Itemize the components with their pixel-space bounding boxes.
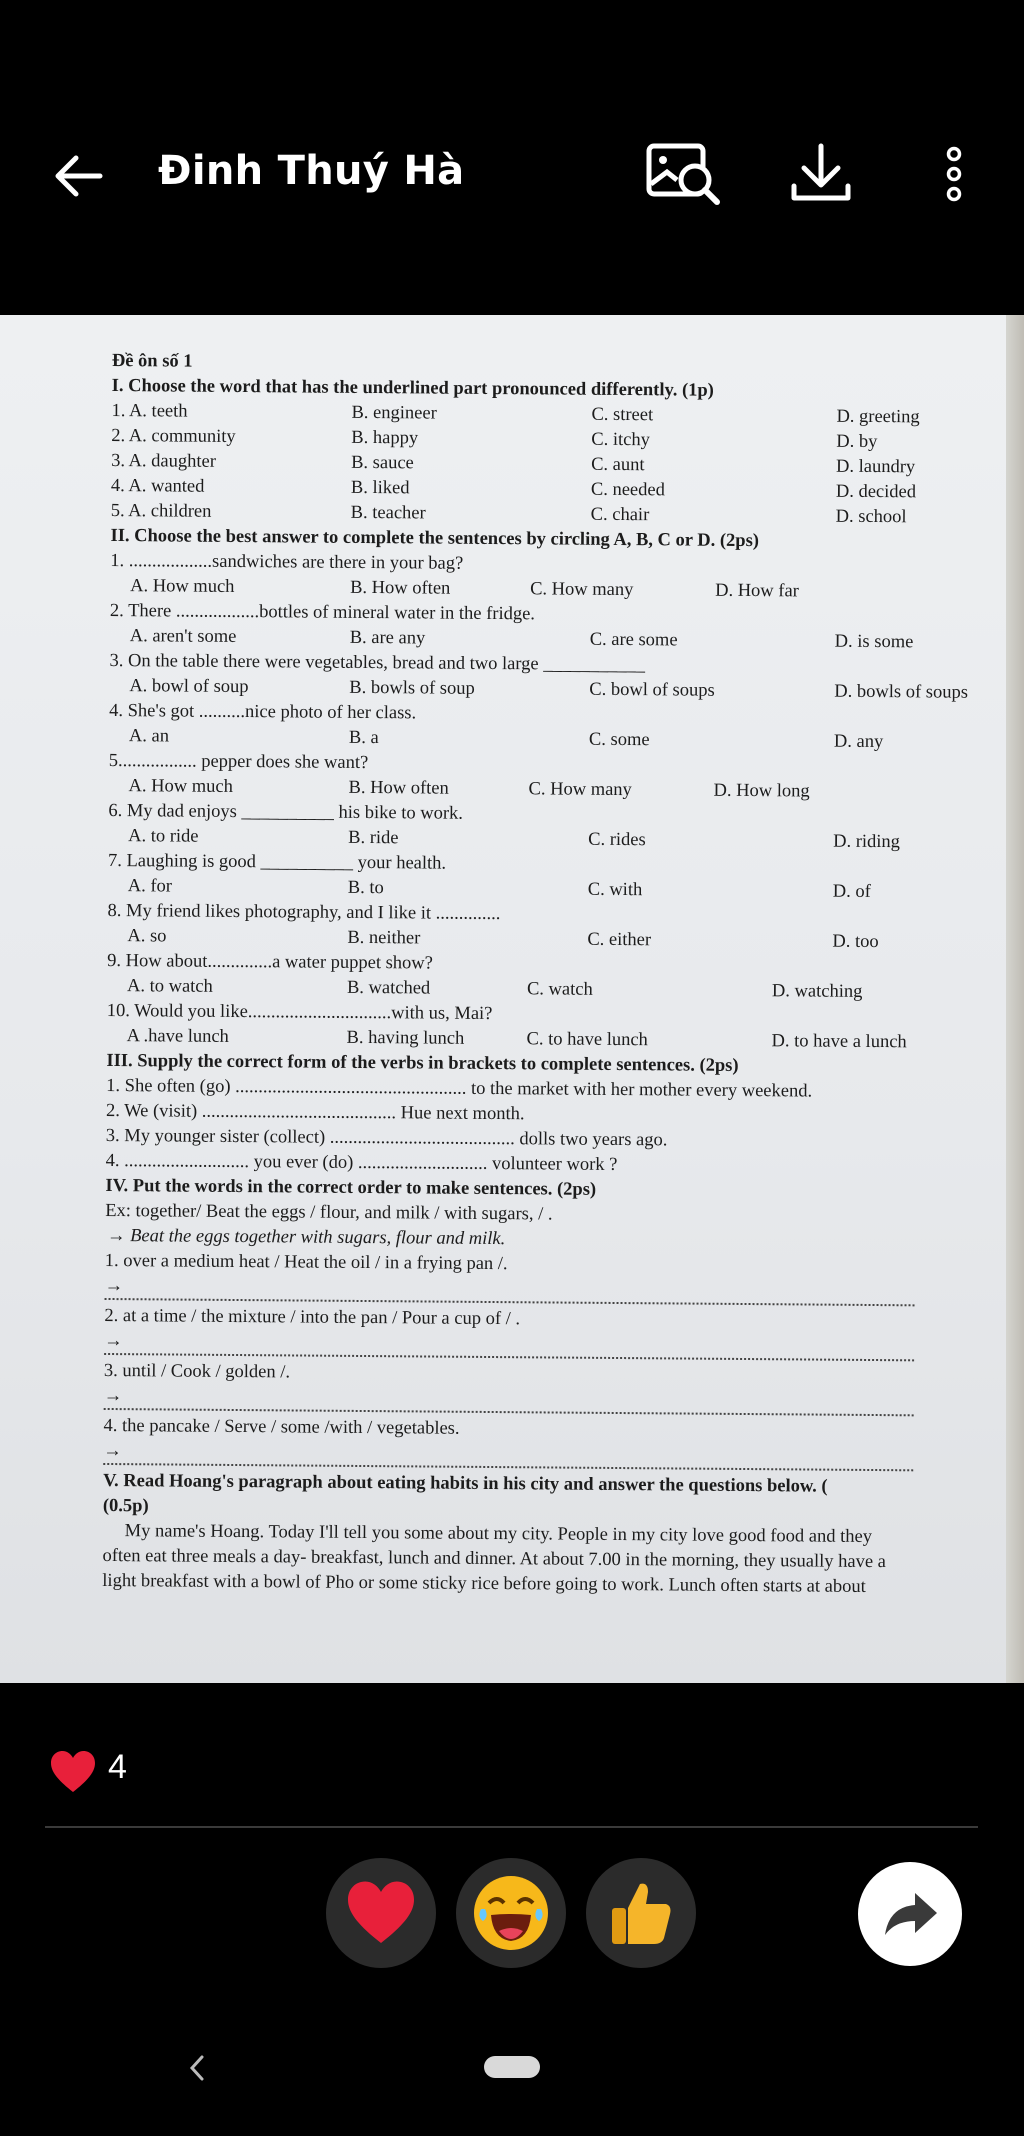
download-icon[interactable]	[788, 140, 854, 206]
s1-opt: D. decided	[835, 481, 917, 503]
s2-opt: D. How far	[715, 580, 799, 602]
s4-title: IV. Put the words in the correct order to make sentences. (2ps)	[105, 1175, 597, 1200]
s2-question: 8. My friend likes photography, and I like it ..............	[107, 900, 501, 925]
s2-opt: D. of	[832, 881, 871, 902]
s2-question: 7. Laughing is good __________ your health.	[107, 850, 447, 874]
s1-opt: C. chair	[590, 504, 650, 526]
heart-icon	[345, 1880, 417, 1946]
s2-opt: C. rides	[588, 829, 646, 851]
s5-title-cont: (0.5p)	[102, 1495, 149, 1517]
s1-opt: D. laundry	[836, 456, 916, 478]
s1-opt: D. greeting	[836, 406, 920, 428]
s2-question: 9. How about..............a water puppet show?	[107, 950, 434, 974]
s2-title: II. Choose the best answer to complete the sentences by circling A, B, C or D. (2ps)	[110, 525, 760, 552]
s1-opt: C. itchy	[591, 429, 650, 451]
s2-question: 3. On the table there were vegetables, bread and two large ___________	[109, 650, 646, 676]
heart-icon	[50, 1750, 96, 1794]
s2-opt: C. How many	[530, 579, 634, 601]
answer-arrow: →	[104, 1330, 123, 1352]
s2-opt: D. watching	[771, 981, 863, 1002]
s2-opt: D. too	[832, 931, 879, 953]
s5-paragraph-line: light breakfast with a bowl of Pho or some sticky rice before going to work. Lunch often starts at about	[102, 1570, 866, 1597]
heart-reaction-button[interactable]	[326, 1858, 436, 1968]
more-vert-icon[interactable]	[942, 144, 966, 204]
s1-opt: B. happy	[351, 427, 419, 449]
image-search-icon[interactable]	[645, 142, 723, 208]
s2-opt: A. bowl of soup	[129, 676, 249, 698]
divider	[45, 1826, 978, 1828]
s2-question: 10. Would you like...............................with us, Mai?	[106, 1000, 493, 1025]
s2-opt: A. so	[127, 926, 167, 947]
sender-name: Đinh Thuý Hà	[158, 148, 465, 194]
s4-item: 1. over a medium heat / Heat the oil / in a frying pan /.	[104, 1250, 508, 1275]
s2-question: 6. My dad enjoys __________ his bike to work.	[108, 800, 464, 824]
s2-opt: A. How much	[130, 576, 235, 597]
s2-opt: D. How long	[713, 780, 810, 802]
s5-title: V. Read Hoang's paragraph about eating habits in his city and answer the questions below. (	[103, 1470, 828, 1497]
s1-opt: 4. A. wanted	[110, 475, 205, 497]
s2-opt: A. How much	[128, 776, 233, 797]
s2-opt: B. bowls of soup	[349, 677, 475, 699]
s2-opt: C. some	[588, 729, 650, 751]
s2-opt: B. How often	[350, 577, 451, 599]
s2-opt: A. aren't some	[129, 626, 237, 647]
s2-opt: A. for	[127, 876, 173, 897]
s1-opt: B. engineer	[351, 402, 437, 424]
s2-opt: C. either	[587, 929, 652, 951]
s2-opt: B. to	[347, 877, 384, 899]
s2-opt: A. an	[128, 726, 170, 747]
s3-line: 3. My younger sister (collect) ........................................ dolls two years ago.	[105, 1125, 668, 1151]
answer-arrow: →	[103, 1385, 123, 1407]
s1-title: I. Choose the word that has the underlined part pronounced differently. (1p)	[111, 375, 714, 401]
nav-back-button[interactable]	[186, 2050, 208, 2092]
s2-opt: A. to ride	[128, 826, 199, 847]
s2-opt: B. a	[348, 727, 379, 749]
s2-opt: B. How often	[348, 777, 449, 799]
s2-opt: A. to watch	[126, 976, 213, 997]
reaction-count: 4	[108, 1748, 127, 1786]
s2-opt: A .have lunch	[126, 1026, 229, 1047]
s2-opt: D. to have a lunch	[771, 1031, 907, 1053]
worksheet-photo[interactable]	[0, 315, 1024, 1683]
s1-opt: 2. A. community	[111, 425, 236, 447]
s3-title: III. Supply the correct form of the verbs in brackets to complete sentences. (2ps)	[106, 1050, 739, 1076]
answer-arrow: →	[103, 1440, 122, 1462]
s4-example: Ex: together/ Beat the eggs / flour, and milk / with sugars, / .	[105, 1200, 553, 1225]
laughing-face-icon	[471, 1873, 551, 1953]
s1-opt: 3. A. daughter	[111, 450, 217, 472]
answer-arrow: →	[104, 1275, 124, 1297]
s2-question: 4. She's got ..........nice photo of her class.	[109, 700, 417, 724]
s3-line: 4. ........................... you ever (do) ............................ volunteer work ?	[105, 1150, 618, 1175]
s4-item: 4. the pancake / Serve / some /with / vegetables.	[103, 1415, 460, 1439]
s1-opt: D. school	[835, 506, 907, 528]
top-app-bar	[0, 110, 1024, 240]
share-icon	[881, 1889, 939, 1939]
s5-paragraph-line: My name's Hoang. Today I'll tell you some about my city. People in my city love good food and they	[124, 1521, 873, 1548]
s1-opt: 5. A. children	[110, 500, 212, 522]
s3-line: 2. We (visit) .......................................... Hue next month.	[105, 1100, 525, 1125]
s2-opt: D. is some	[834, 631, 914, 653]
back-arrow-icon[interactable]	[50, 148, 106, 204]
s2-opt: C. How many	[528, 779, 632, 801]
s5-paragraph-line: often eat three meals a day- breakfast, lunch and dinner. At about 7.00 in the morning, they usually have a	[102, 1545, 887, 1573]
chevron-left-icon	[186, 2053, 208, 2083]
s2-question: 5................. pepper does she want?	[108, 750, 369, 774]
s2-opt: D. riding	[833, 831, 901, 853]
home-pill[interactable]	[484, 2056, 540, 2078]
s2-opt: B. ride	[348, 827, 399, 849]
s1-opt: B. teacher	[350, 502, 426, 524]
s2-question: 1. ..................sandwiches are there in your bag?	[110, 550, 464, 574]
s1-opt: C. needed	[590, 479, 665, 501]
s1-opt: C. aunt	[591, 454, 645, 476]
s2-opt: C. with	[587, 879, 643, 901]
s1-opt: 1. A. teeth	[111, 400, 188, 422]
s4-item: 3. until / Cook / golden /.	[103, 1360, 291, 1383]
s4-item: 2. at a time / the mixture / into the pan / Pour a cup of / .	[104, 1305, 521, 1330]
laugh-reaction-button[interactable]	[456, 1858, 566, 1968]
s2-opt: B. having lunch	[346, 1027, 465, 1049]
s2-opt: C. are some	[589, 629, 678, 651]
s1-opt: B. sauce	[351, 452, 414, 474]
s2-opt: C. watch	[526, 979, 593, 1000]
s1-opt: B. liked	[350, 477, 410, 499]
s4-example-answer: → Beat the eggs together with sugars, flour and milk.	[106, 1225, 506, 1250]
doc-heading: Đề ôn số 1	[111, 350, 193, 372]
s2-opt: B. are any	[349, 627, 426, 649]
s3-line: 1. She often (go) .................................................. to the market with her mother every weekend.	[106, 1075, 813, 1102]
s2-opt: B. neither	[347, 927, 421, 949]
s2-opt: D. bowls of soups	[834, 681, 969, 703]
s2-opt: C. bowl of soups	[589, 679, 715, 701]
s2-opt: D. any	[833, 731, 884, 753]
s2-opt: C. to have lunch	[526, 1029, 648, 1051]
share-button[interactable]	[858, 1862, 962, 1966]
s2-opt: B. watched	[346, 977, 431, 999]
s1-opt: D. by	[836, 431, 878, 453]
worksheet-document	[102, 349, 1012, 1601]
thumbs-up-icon	[606, 1878, 676, 1948]
s1-opt: C. street	[591, 404, 654, 426]
s2-question: 2. There ..................bottles of mineral water in the fridge.	[109, 600, 536, 625]
thumbs-up-reaction-button[interactable]	[586, 1858, 696, 1968]
